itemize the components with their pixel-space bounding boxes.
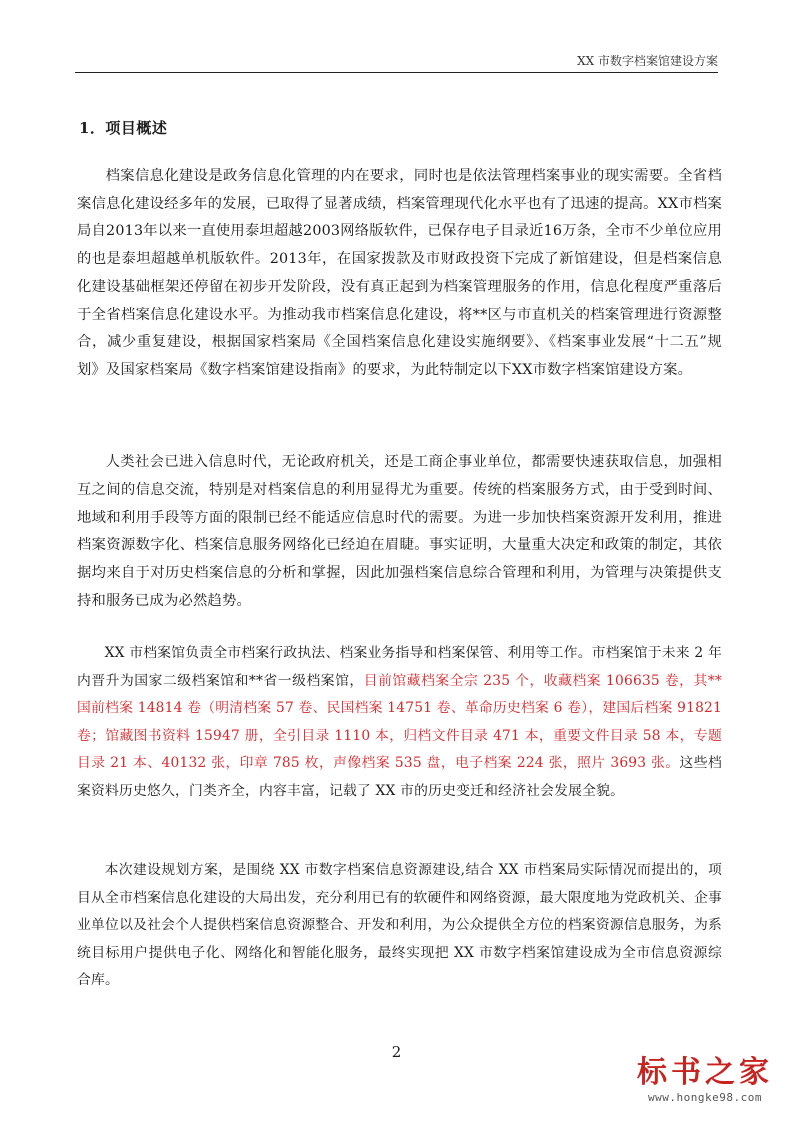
- watermark-logo: 标书之家: [637, 1055, 773, 1090]
- watermark: [635, 1055, 775, 1104]
- header-divider: [75, 72, 718, 73]
- paragraph-3-outro: 这些档案资料历史悠久，门类齐全，内容丰富，记载了 XX 市的历史变迁和经济社会发展全貌。: [77, 755, 722, 799]
- section-heading: 1．项目概述: [79, 119, 168, 137]
- paragraph-4: [77, 857, 722, 995]
- collection-stats-highlight: 目前馆藏档案全宗 235 个，收藏档案 106635 卷，其**国前档案 14814 卷（明清档案 57 卷、民国档案 14751 卷、革命历史档案 6 卷），建国后档案 91821 卷；馆藏图书资料 15947 册，全引目录 1110 本，归档文件目录 471 本，重要文件目录 58 本，专题目录 21 本、40132 张，印章 785 枚，声像档案 535 盘，电子档案 224 张，照片 3693 张。: [77, 672, 722, 772]
- watermark-url: www.hongke98.com: [648, 1091, 762, 1104]
- page-number: 2: [391, 1043, 402, 1061]
- paragraph-1: [77, 163, 722, 385]
- paragraph-1-text: 档案信息化建设是政务信息化管理的内在要求，同时也是依法管理档案事业的现实需要。全省档案信息化建设经多年的发展，已取得了显著成绩，档案管理现代化水平也有了迅速的提高。XX市档案局自2013年以来一直使用泰坦超越2003网络版软件，已保存电子目录近16万条，全市不少单位应用的也是泰坦超越单机版软件。2013年，在国家拨款及市财政投资下完成了新馆建设，但是档案信息化建设基础框架还停留在初步开发阶段，没有真正起到为档案管理服务的作用，信息化程度严重落后于全省档案信息化建设水平。为推动我市档案信息化建设，将**区与市直机关的档案管理进行资源整合，减少重复建设，根据国家档案局《全国档案信息化建设实施纲要》、《档案事业发展“十二五”规划》及国家档案局《数字档案馆建设指南》的要求，为此特制定以下XX市数字档案馆建设方案。: [77, 168, 722, 378]
- running-header: XX 市数字档案馆建设方案: [577, 54, 718, 68]
- paragraph-2: [77, 449, 722, 616]
- paragraph-3: [77, 640, 722, 806]
- paragraph-4-text: 本次建设规划方案，是围绕 XX 市数字档案信息资源建设,结合 XX 市档案局实际情况而提出的，项目从全市档案信息化建设的大局出发，充分利用已有的软硬件和网络资源，最大限度地为党政机关、企事业单位以及社会个人提供档案信息资源整合、开发和利用，为公众提供全方位的档案资源信息服务，为系统目标用户提供电子化、网络化和智能化服务，最终实现把 XX 市数字档案馆建设成为全市信息资源综合库。: [77, 862, 722, 989]
- paragraph-3-intro: XX 市档案馆负责全市档案行政执法、档案业务指导和档案保管、利用等工作。市档案馆于未来 2 年内晋升为国家二级档案馆和**省一级档案馆，: [77, 645, 722, 689]
- paragraph-3-text: [77, 640, 722, 806]
- paragraph-2-text: 人类社会已进入信息时代，无论政府机关，还是工商企事业单位，都需要快速获取信息，加强相互之间的信息交流，特别是对档案信息的利用显得尤为重要。传统的档案服务方式，由于受到时间、地域和利用手段等方面的限制已经不能适应信息时代的需要。为进一步加快档案资源开发利用，推进档案资源数字化、档案信息服务网络化已经迫在眉睫。事实证明，大量重大决定和政策的制定，其依据均来自于对历史档案信息的分析和掌握，因此加强档案信息综合管理和利用，为管理与决策提供支持和服务已成为必然趋势。: [77, 454, 722, 609]
